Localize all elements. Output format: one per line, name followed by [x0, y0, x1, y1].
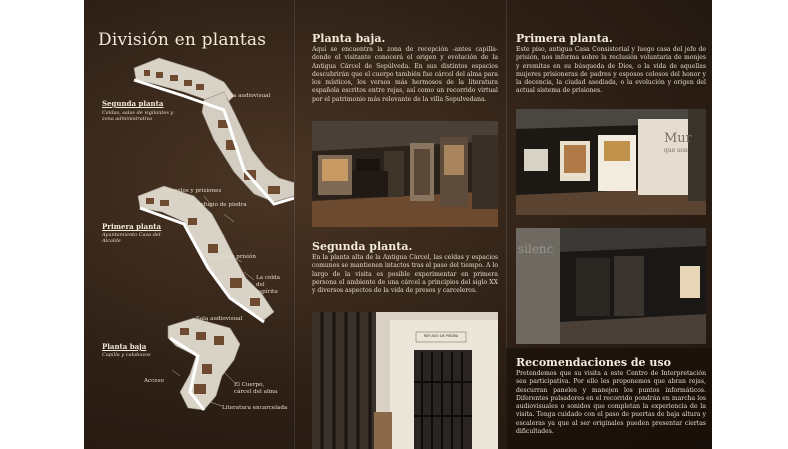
planta-baja-label: Planta baja	[102, 342, 147, 351]
primera-planta-label: Primera planta	[102, 222, 162, 231]
page-title: División en plantas	[98, 30, 267, 50]
segunda-planta-photo	[312, 312, 498, 449]
wall-text-silenc: silenc	[518, 242, 554, 256]
segunda-planta-text: En la planta alta de la Antigua Cárcel, las celdas y espacios comunes se mantienen intactos tras el paso del tiempo. A lo largo de la visita es posible experimentar en primera persona el ambiente de una cárcel a principios del siglo XX y diversos aspectos de la vida de presos y carceleros.	[312, 254, 498, 295]
recommendations-heading: Recomendaciones de uso	[516, 356, 671, 369]
segunda-planta-label: Segunda planta	[102, 99, 164, 108]
wall-text-que-son: que son	[664, 147, 688, 154]
planta-baja-photo-image	[312, 121, 498, 227]
brochure	[84, 0, 712, 449]
segunda-planta-sub: Celdas, salas de vigilantes y zona administrativa	[102, 110, 174, 122]
primera-planta-text: Este piso, antigua Casa Consistorial y luego casa del jefe de prisión, nos informa sobre la reclusión voluntaria de monjes y eremitas en su búsqueda de Dios, o la vida de aquellas mujeres prisioneras de padres y esposos celosos del honor y la decencia, la ciudad asediada, o la evolución y origen del actual sistema de prisiones.	[516, 46, 706, 95]
primera-planta-photo-1-image	[516, 109, 706, 215]
segunda-planta-plan	[134, 58, 294, 204]
callout-carcelos: Cárcelos y prisiones	[164, 188, 222, 194]
segunda-planta-heading: Segunda planta.	[312, 240, 413, 253]
middle-panel	[300, 0, 506, 449]
callout-noble-prision: La noble prisión	[210, 254, 256, 260]
planta-baja-text: Aquí se encuentra la zona de recepción -antes capilla- donde el visitante conocerá el origen y evolución de la Antigua Cárcel de Sepúlveda. En sus distintos espacios descubrirán que el cuerpo también fue cárcel del alma para los místicos, los versos más hermosos de la literatura española escritos entre rejas, así como un recorrido virtual por el patrimonio más relevante de la villa Sepulvedana.	[312, 46, 498, 103]
callout-el-cuerpo: El Cuerpo, cárcel del alma	[234, 382, 278, 395]
wall-text-mur: Mur	[664, 131, 692, 146]
recommendations-text: Pretendemos que su visita a este Centro de Interpretación sea participativa. Por ello les proponemos que abran rejas, descurran paneles y manejen los puntos informáticos. Diferentes pulsadores en el recorrido pondrán en marcha los audiovisuales o sonidos que completan la experiencia de la visita. Tenga cuidado con el paso de puertas de baja altura y escaleras ya que al ser originales pueden presentar ciertas dificultades.	[516, 370, 706, 436]
primera-planta-photo-2	[516, 228, 706, 344]
callout-literatura: Literatura encarcelada	[222, 405, 288, 411]
fold-line-1	[294, 0, 295, 449]
callout-celda-espiritu: La celda del espíritu	[256, 275, 280, 295]
segunda-planta-photo-image	[312, 312, 498, 449]
callout-sala-audiovisual-b: Sala audiovisual	[196, 316, 243, 322]
door-sign: REFUGIO DE PIEDRA	[423, 334, 459, 338]
planta-baja-photo	[312, 121, 498, 227]
callout-refugio: Refugio de piedra	[196, 202, 247, 208]
planta-baja-sub: Capilla y calabozos	[102, 352, 151, 358]
planta-baja-plan	[168, 316, 243, 410]
primera-planta-sub: Ayuntamiento Casa del Alcalde	[102, 232, 161, 244]
left-panel	[84, 0, 294, 449]
callout-sala-audiovisual-2: Sala audiovisual	[224, 93, 271, 99]
planta-baja-heading: Planta baja.	[312, 32, 386, 45]
callout-acceso: Acceso	[144, 378, 164, 384]
right-panel	[506, 0, 712, 449]
primera-planta-photo-1	[516, 109, 706, 215]
primera-planta-heading: Primera planta.	[516, 32, 613, 45]
